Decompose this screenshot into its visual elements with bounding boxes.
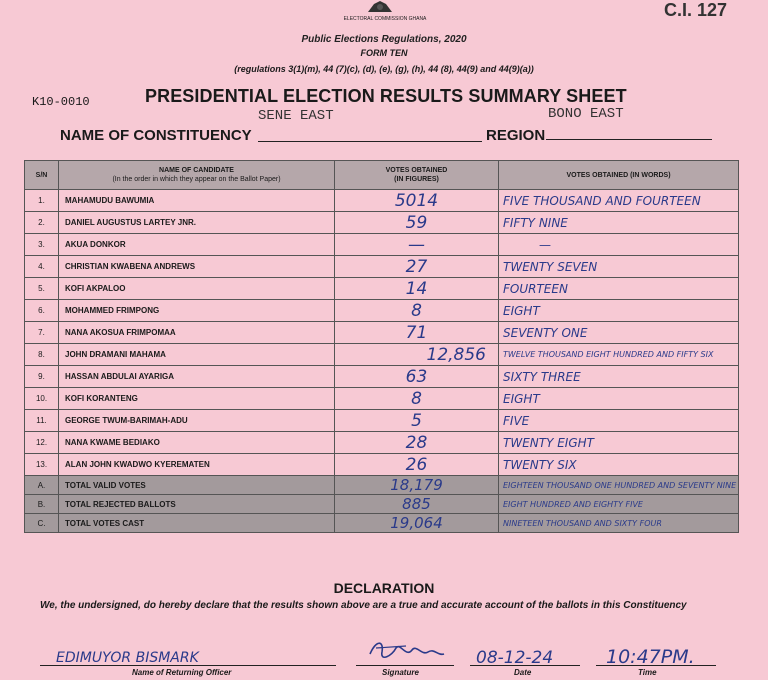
total-words: NINETEEN THOUSAND AND SIXTY FOUR bbox=[499, 514, 739, 533]
votes-figures: 8 bbox=[335, 300, 499, 322]
total-figures: 19,064 bbox=[335, 514, 499, 533]
candidate-name: DANIEL AUGUSTUS LARTEY JNR. bbox=[59, 212, 335, 234]
candidate-name: ALAN JOHN KWADWO KYEREMATEN bbox=[59, 454, 335, 476]
total-row bbox=[25, 476, 739, 495]
votes-words: FIVE bbox=[499, 410, 739, 432]
votes-figures: 5 bbox=[335, 410, 499, 432]
row-sn: 12. bbox=[25, 432, 59, 454]
total-sn: A. bbox=[25, 476, 59, 495]
header-name-label: NAME OF CANDIDATE bbox=[159, 167, 234, 174]
signature-mark bbox=[366, 636, 450, 666]
row-sn: 9. bbox=[25, 366, 59, 388]
time-value: 10:47PM. bbox=[606, 646, 695, 668]
signature-underline bbox=[356, 665, 454, 666]
votes-figures: 27 bbox=[335, 256, 499, 278]
row-sn: 6. bbox=[25, 300, 59, 322]
votes-words: FIFTY NINE bbox=[499, 212, 739, 234]
votes-words: TWENTY SIX bbox=[499, 454, 739, 476]
header-words: VOTES OBTAINED (IN WORDS) bbox=[499, 161, 739, 190]
total-figures: 885 bbox=[335, 495, 499, 514]
table-row bbox=[25, 212, 739, 234]
declaration-title: DECLARATION bbox=[333, 580, 435, 596]
region-underline bbox=[546, 139, 712, 140]
constituency-value: SENE EAST bbox=[258, 108, 334, 124]
votes-words: TWENTY SEVEN bbox=[499, 256, 739, 278]
votes-words: SIXTY THREE bbox=[499, 366, 739, 388]
table-row bbox=[25, 344, 739, 366]
votes-figures: 12,856 bbox=[335, 344, 499, 366]
candidate-name: AKUA DONKOR bbox=[59, 234, 335, 256]
candidate-name: JOHN DRAMANI MAHAMA bbox=[59, 344, 335, 366]
coat-of-arms-icon bbox=[360, 0, 400, 14]
date-value: 08-12-24 bbox=[476, 648, 554, 668]
total-label: TOTAL VALID VOTES bbox=[59, 476, 335, 495]
constituency-label: NAME OF CONSTITUENCY bbox=[60, 127, 252, 144]
votes-words: EIGHT bbox=[499, 300, 739, 322]
table-row bbox=[25, 322, 739, 344]
form-name: FORM TEN bbox=[360, 48, 408, 58]
row-sn: 4. bbox=[25, 256, 59, 278]
votes-figures: 71 bbox=[335, 322, 499, 344]
total-words: EIGHTEEN THOUSAND ONE HUNDRED AND SEVENTY NINE bbox=[499, 476, 739, 495]
signature-label: Signature bbox=[382, 668, 419, 677]
row-sn: 3. bbox=[25, 234, 59, 256]
table-row bbox=[25, 256, 739, 278]
returning-officer-name: EDIMUYOR BISMARK bbox=[56, 650, 199, 666]
header-name bbox=[59, 161, 335, 190]
votes-figures: 8 bbox=[335, 388, 499, 410]
date-label: Date bbox=[514, 668, 532, 677]
table-header-row bbox=[25, 161, 739, 190]
votes-figures: 14 bbox=[335, 278, 499, 300]
total-label: TOTAL VOTES CAST bbox=[59, 514, 335, 533]
region-label: REGION bbox=[486, 127, 546, 144]
candidate-name: KOFI AKPALOO bbox=[59, 278, 335, 300]
row-sn: 1. bbox=[25, 190, 59, 212]
ci-reference: C.I. 127 bbox=[664, 0, 728, 20]
total-row bbox=[25, 495, 739, 514]
candidate-name: NANA KWAME BEDIAKO bbox=[59, 432, 335, 454]
table-row bbox=[25, 234, 739, 256]
row-sn: 13. bbox=[25, 454, 59, 476]
constituency-underline bbox=[258, 141, 482, 142]
constituency-code: K10-0010 bbox=[32, 95, 90, 109]
votes-figures: 5014 bbox=[335, 190, 499, 212]
votes-figures: 26 bbox=[335, 454, 499, 476]
header-figures-label: VOTES OBTAINED bbox=[385, 167, 448, 174]
total-words: EIGHT HUNDRED AND EIGHTY FIVE bbox=[499, 495, 739, 514]
table-row bbox=[25, 388, 739, 410]
table-row bbox=[25, 432, 739, 454]
candidate-name: GEORGE TWUM-BARIMAH-ADU bbox=[59, 410, 335, 432]
votes-words: FOURTEEN bbox=[499, 278, 739, 300]
table-row bbox=[25, 190, 739, 212]
header-figures-sub: (IN FIGURES) bbox=[394, 176, 439, 183]
time-underline bbox=[596, 665, 716, 666]
row-sn: 8. bbox=[25, 344, 59, 366]
row-sn: 10. bbox=[25, 388, 59, 410]
header-sn: S/N bbox=[25, 161, 59, 190]
votes-words: TWELVE THOUSAND EIGHT HUNDRED AND FIFTY SIX bbox=[499, 344, 739, 366]
officer-underline bbox=[40, 665, 336, 666]
votes-figures: 59 bbox=[335, 212, 499, 234]
officer-label: Name of Returning Officer bbox=[132, 668, 232, 677]
total-sn: C. bbox=[25, 514, 59, 533]
table-row bbox=[25, 278, 739, 300]
votes-words: TWENTY EIGHT bbox=[499, 432, 739, 454]
votes-words: SEVENTY ONE bbox=[499, 322, 739, 344]
row-sn: 7. bbox=[25, 322, 59, 344]
table-row bbox=[25, 410, 739, 432]
page-title: PRESIDENTIAL ELECTION RESULTS SUMMARY SHEET bbox=[145, 86, 627, 106]
table-row bbox=[25, 366, 739, 388]
regulations-reference: (regulations 3(1)(m), 44 (7)(c), (d), (e), (g), (h), 44 (8), 44(9) and 44(9)(a)) bbox=[234, 64, 534, 74]
candidate-name: HASSAN ABDULAI AYARIGA bbox=[59, 366, 335, 388]
row-sn: 5. bbox=[25, 278, 59, 300]
table-row bbox=[25, 454, 739, 476]
candidate-name: MOHAMMED FRIMPONG bbox=[59, 300, 335, 322]
results-table bbox=[24, 160, 739, 533]
candidate-name: KOFI KORANTENG bbox=[59, 388, 335, 410]
votes-figures: 63 bbox=[335, 366, 499, 388]
row-sn: 2. bbox=[25, 212, 59, 234]
votes-words: EIGHT bbox=[499, 388, 739, 410]
candidate-name: NANA AKOSUA FRIMPOMAA bbox=[59, 322, 335, 344]
region-value: BONO EAST bbox=[548, 106, 624, 122]
total-label: TOTAL REJECTED BALLOTS bbox=[59, 495, 335, 514]
header-name-sub: (In the order in which they appear on the Ballot Paper) bbox=[112, 176, 281, 183]
regulations-title: Public Elections Regulations, 2020 bbox=[301, 34, 467, 45]
candidate-name: CHRISTIAN KWABENA ANDREWS bbox=[59, 256, 335, 278]
commission-name: ELECTORAL COMMISSION GHANA bbox=[343, 16, 427, 22]
votes-words: FIVE THOUSAND AND FOURTEEN bbox=[499, 190, 739, 212]
votes-figures: — bbox=[335, 234, 499, 256]
table-row bbox=[25, 300, 739, 322]
time-label: Time bbox=[638, 668, 657, 677]
date-underline bbox=[470, 665, 580, 666]
total-figures: 18,179 bbox=[335, 476, 499, 495]
row-sn: 11. bbox=[25, 410, 59, 432]
declaration-text: We, the undersigned, do hereby declare that the results shown above are a true and accurate account of the ballots in this Constituency bbox=[40, 600, 687, 611]
votes-figures: 28 bbox=[335, 432, 499, 454]
header-figures bbox=[335, 161, 499, 190]
total-row bbox=[25, 514, 739, 533]
candidate-name: MAHAMUDU BAWUMIA bbox=[59, 190, 335, 212]
total-sn: B. bbox=[25, 495, 59, 514]
votes-words: — bbox=[499, 234, 739, 256]
